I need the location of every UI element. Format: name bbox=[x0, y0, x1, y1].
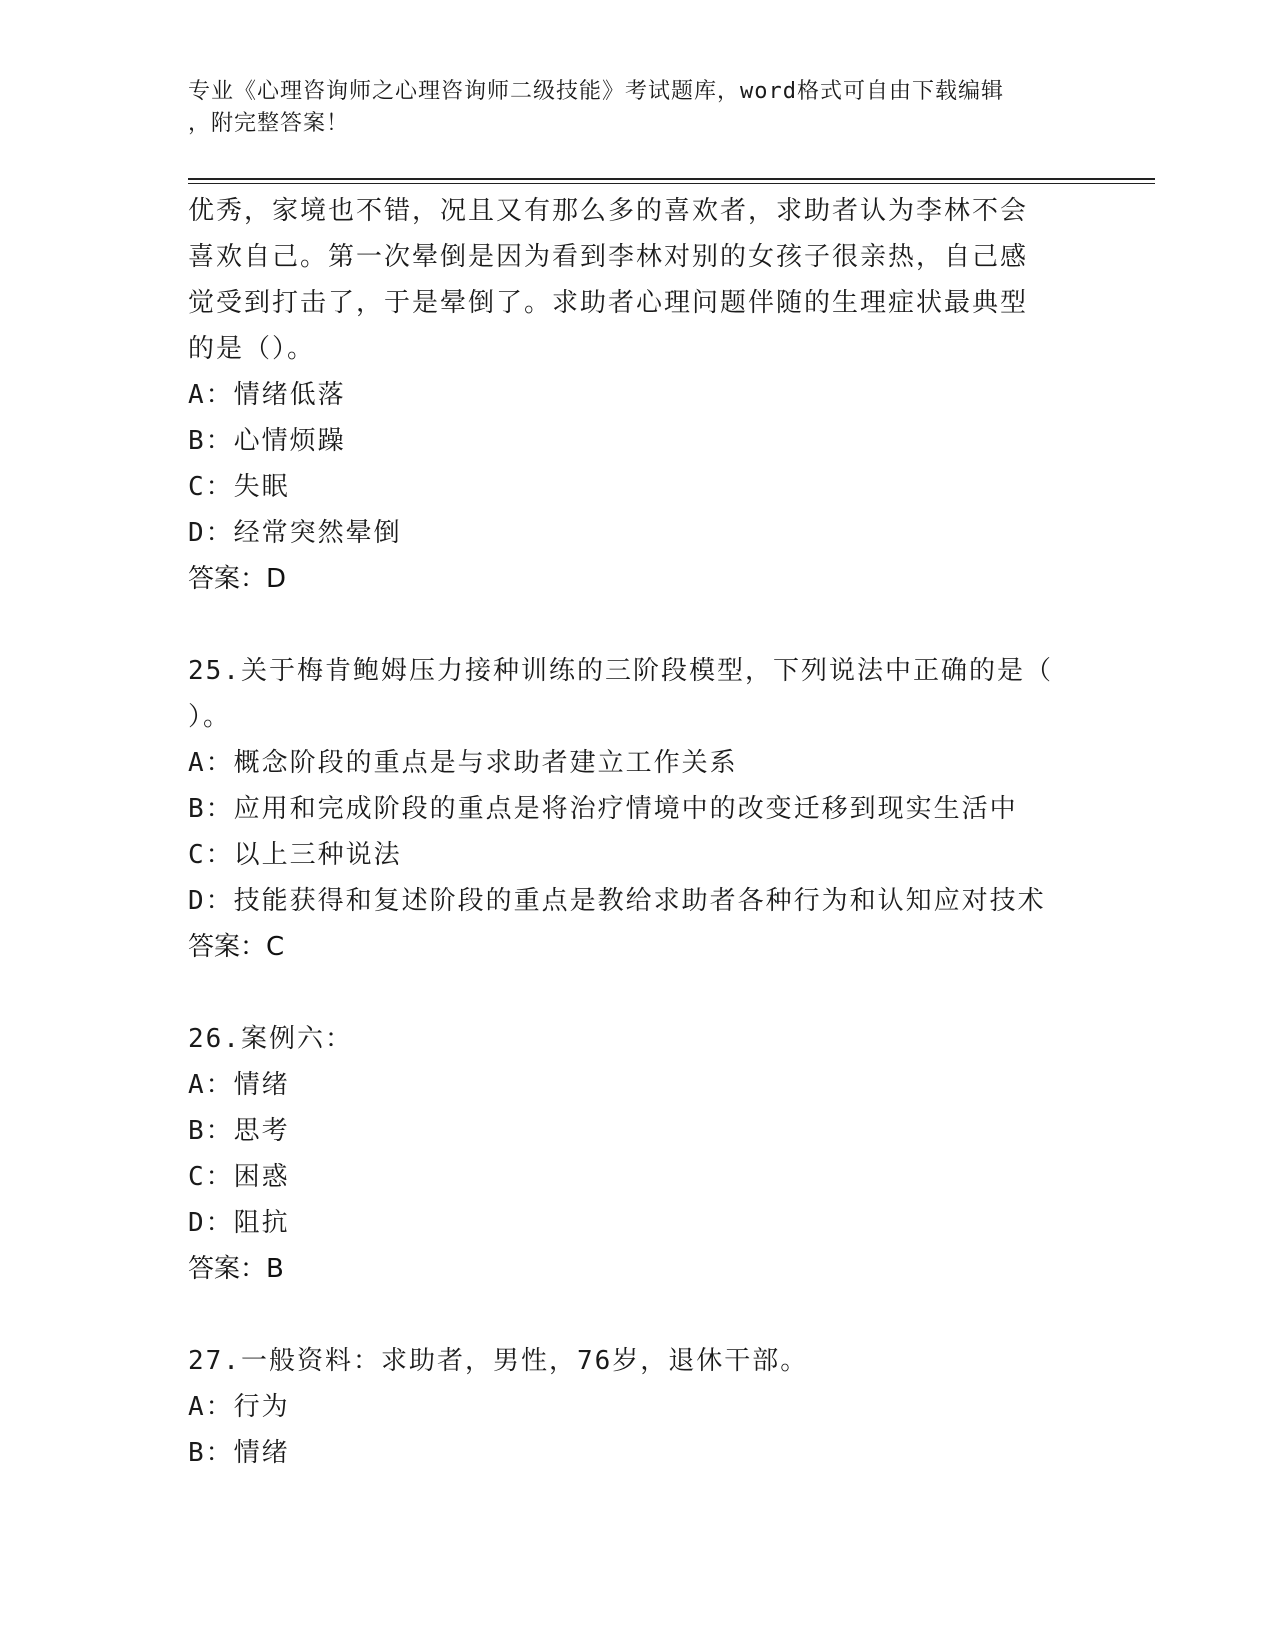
answer-label: 答案：C bbox=[188, 932, 285, 962]
question-stem-line: 喜欢自己。第一次晕倒是因为看到李林对别的女孩子很亲热，自己感 bbox=[188, 242, 1029, 272]
answer-label: 答案：D bbox=[188, 564, 287, 594]
header-divider-thick bbox=[188, 178, 1155, 180]
option-d: D：经常突然晕倒 bbox=[188, 518, 402, 548]
question-24 bbox=[188, 188, 1148, 602]
question-27 bbox=[188, 1338, 1148, 1476]
option-a: A：情绪低落 bbox=[188, 380, 346, 410]
spacer bbox=[188, 970, 1148, 1016]
document-header bbox=[188, 76, 1088, 140]
option-a: A：情绪 bbox=[188, 1070, 290, 1100]
question-stem-line: 25.关于梅肯鲍姆压力接种训练的三阶段模型，下列说法中正确的是（ bbox=[188, 656, 1053, 686]
header-line-2: ，附完整答案！ bbox=[188, 111, 350, 136]
option-a: A：概念阶段的重点是与求助者建立工作关系 bbox=[188, 748, 738, 778]
question-content bbox=[188, 188, 1148, 1476]
option-c: C：以上三种说法 bbox=[188, 840, 402, 870]
question-26 bbox=[188, 1016, 1148, 1292]
question-stem-line: 27.一般资料：求助者，男性，76岁，退休干部。 bbox=[188, 1346, 809, 1376]
question-stem-line: 优秀，家境也不错，况且又有那么多的喜欢者，求助者认为李林不会 bbox=[188, 196, 1029, 226]
option-b: B：思考 bbox=[188, 1116, 290, 1146]
option-c: C：失眠 bbox=[188, 472, 290, 502]
question-25 bbox=[188, 648, 1148, 970]
option-c: C：困惑 bbox=[188, 1162, 290, 1192]
answer-label: 答案：B bbox=[188, 1254, 284, 1284]
header-line-1: 专业《心理咨询师之心理咨询师二级技能》考试题库，word格式可自由下载编辑 bbox=[188, 79, 1004, 104]
option-d: D：技能获得和复述阶段的重点是教给求助者各种行为和认知应对技术 bbox=[188, 886, 1046, 916]
spacer bbox=[188, 602, 1148, 648]
option-a: A：行为 bbox=[188, 1392, 290, 1422]
question-stem-line: ）。 bbox=[188, 702, 232, 732]
option-b: B：应用和完成阶段的重点是将治疗情境中的改变迁移到现实生活中 bbox=[188, 794, 1018, 824]
question-stem-line: 觉受到打击了，于是晕倒了。求助者心理问题伴随的生理症状最典型 bbox=[188, 288, 1029, 318]
option-d: D：阻抗 bbox=[188, 1208, 290, 1238]
question-stem-line: 26.案例六： bbox=[188, 1024, 353, 1054]
option-b: B：心情烦躁 bbox=[188, 426, 346, 456]
spacer bbox=[188, 1292, 1148, 1338]
question-stem-line: 的是（）。 bbox=[188, 334, 316, 364]
header-divider-thin bbox=[188, 183, 1155, 184]
option-b: B：情绪 bbox=[188, 1438, 290, 1468]
